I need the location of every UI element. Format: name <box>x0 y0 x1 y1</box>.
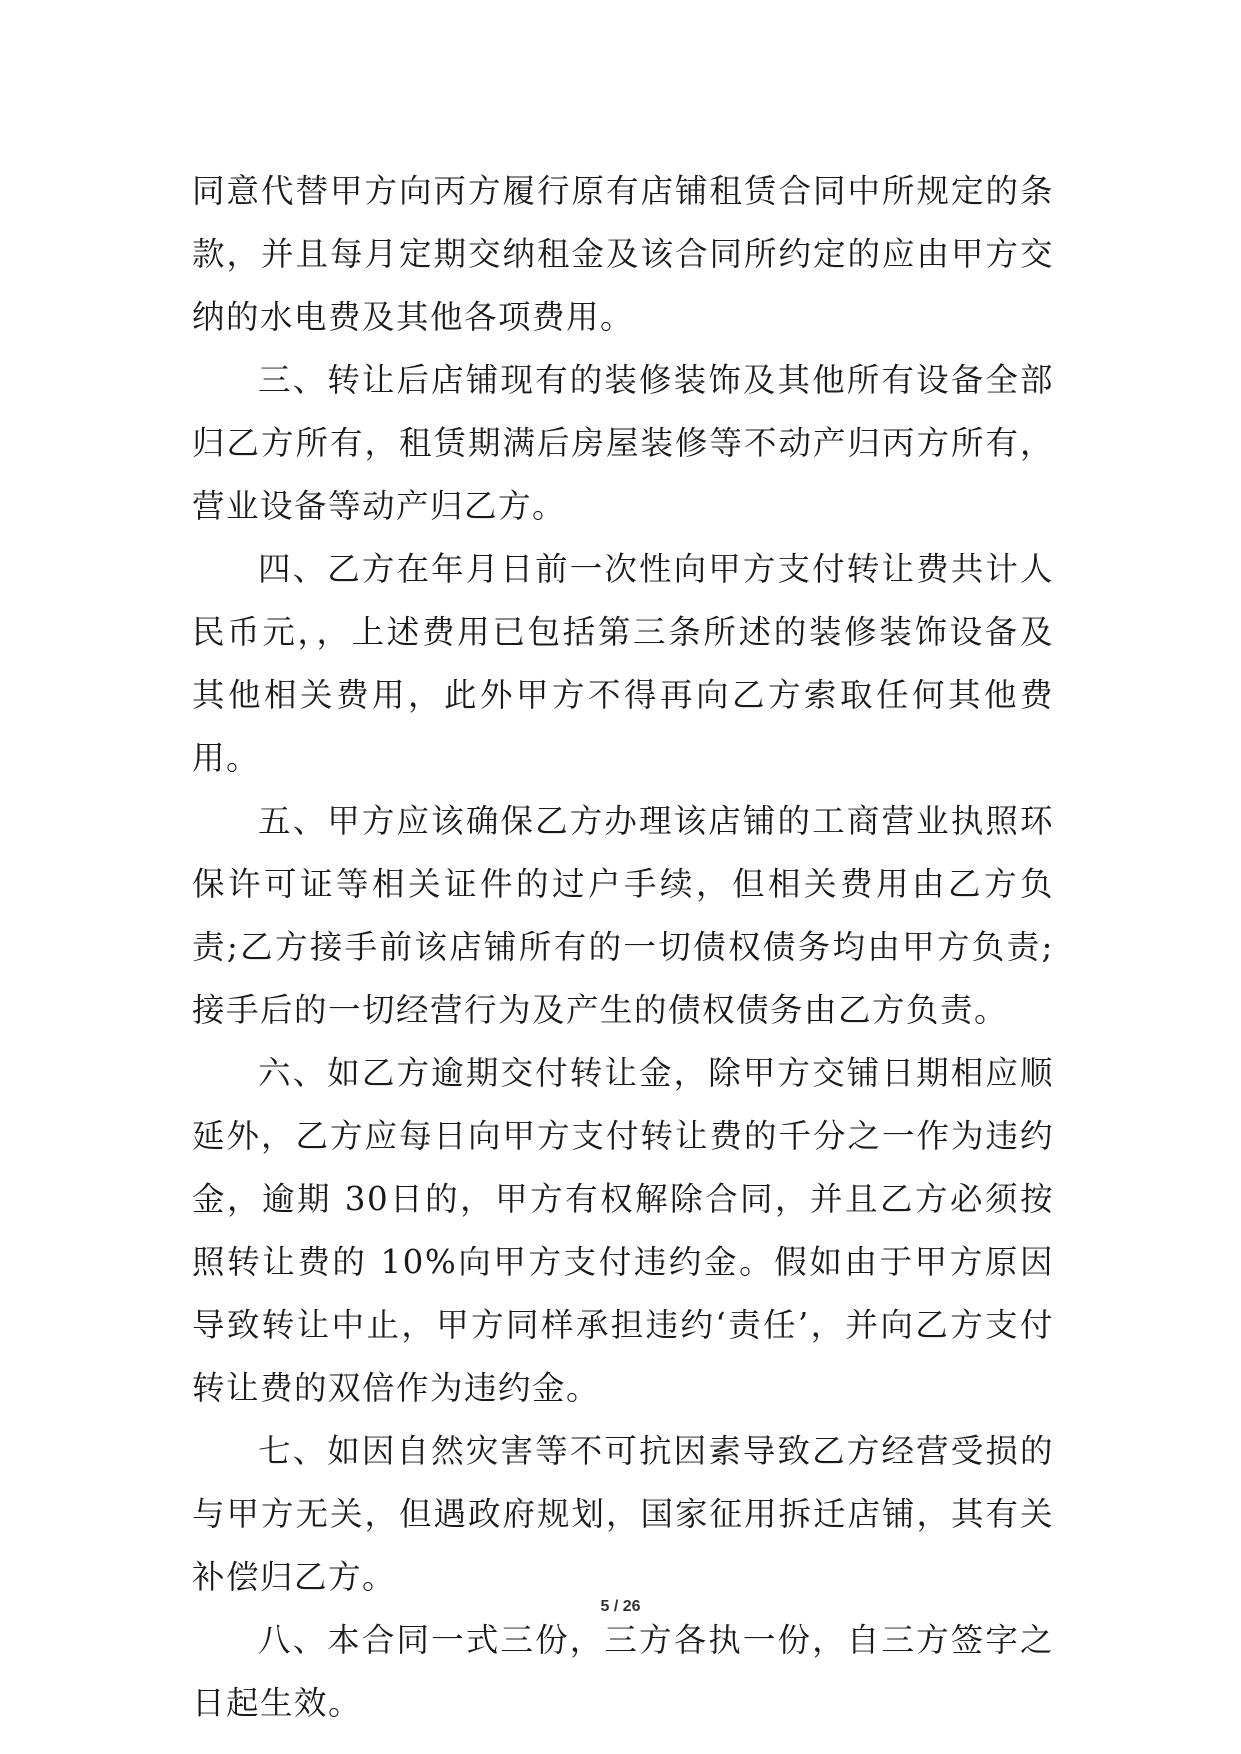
paragraph-clause-3: 三、转让后店铺现有的装修装饰及其他所有设备全部归乙方所有，租赁期满后房屋装修等不动产归丙方所有，营业设备等动产归乙方。 <box>192 361 1054 525</box>
paragraph-continuation: 同意代替甲方向丙方履行原有店铺租赁合同中所规定的条款，并且每月定期交纳租金及该合同所约定的应由甲方交纳的水电费及其他各项费用。 <box>192 172 1054 336</box>
paragraph-clause-6: 六、如乙方逾期交付转让金，除甲方交铺日期相应顺延外，乙方应每日向甲方支付转让费的千分之一作为违约金，逾期 30日的，甲方有权解除合同，并且乙方必须按照转让费的 10%向甲方支付违约金。假如由于甲方原因导致转让中止，甲方同样承担违约‘责任’，并向乙方支付转让费的双倍作为违约金。 <box>192 1054 1054 1407</box>
paragraph-clause-5: 五、甲方应该确保乙方办理该店铺的工商营业执照环保许可证等相关证件的过户手续，但相关费用由乙方负责;乙方接手前该店铺所有的一切债权债务均由甲方负责;接手后的一切经营行为及产生的债权债务由乙方负责。 <box>192 802 1054 1029</box>
paragraph-clause-4: 四、乙方在年月日前一次性向甲方支付转让费共计人民币元，，上述费用已包括第三条所述的装修装饰设备及其他相关费用，此外甲方不得再向乙方索取任何其他费用。 <box>192 550 1054 777</box>
page-number: 5 / 26 <box>600 1598 641 1615</box>
paragraph-clause-7: 七、如因自然灾害等不可抗因素导致乙方经营受损的与甲方无关，但遇政府规划，国家征用拆迁店铺，其有关补偿归乙方。 <box>192 1432 1054 1596</box>
contract-body <box>192 160 1054 1735</box>
paragraph-clause-8: 八、本合同一式三份，三方各执一份，自三方签字之日起生效。 <box>192 1621 1054 1722</box>
